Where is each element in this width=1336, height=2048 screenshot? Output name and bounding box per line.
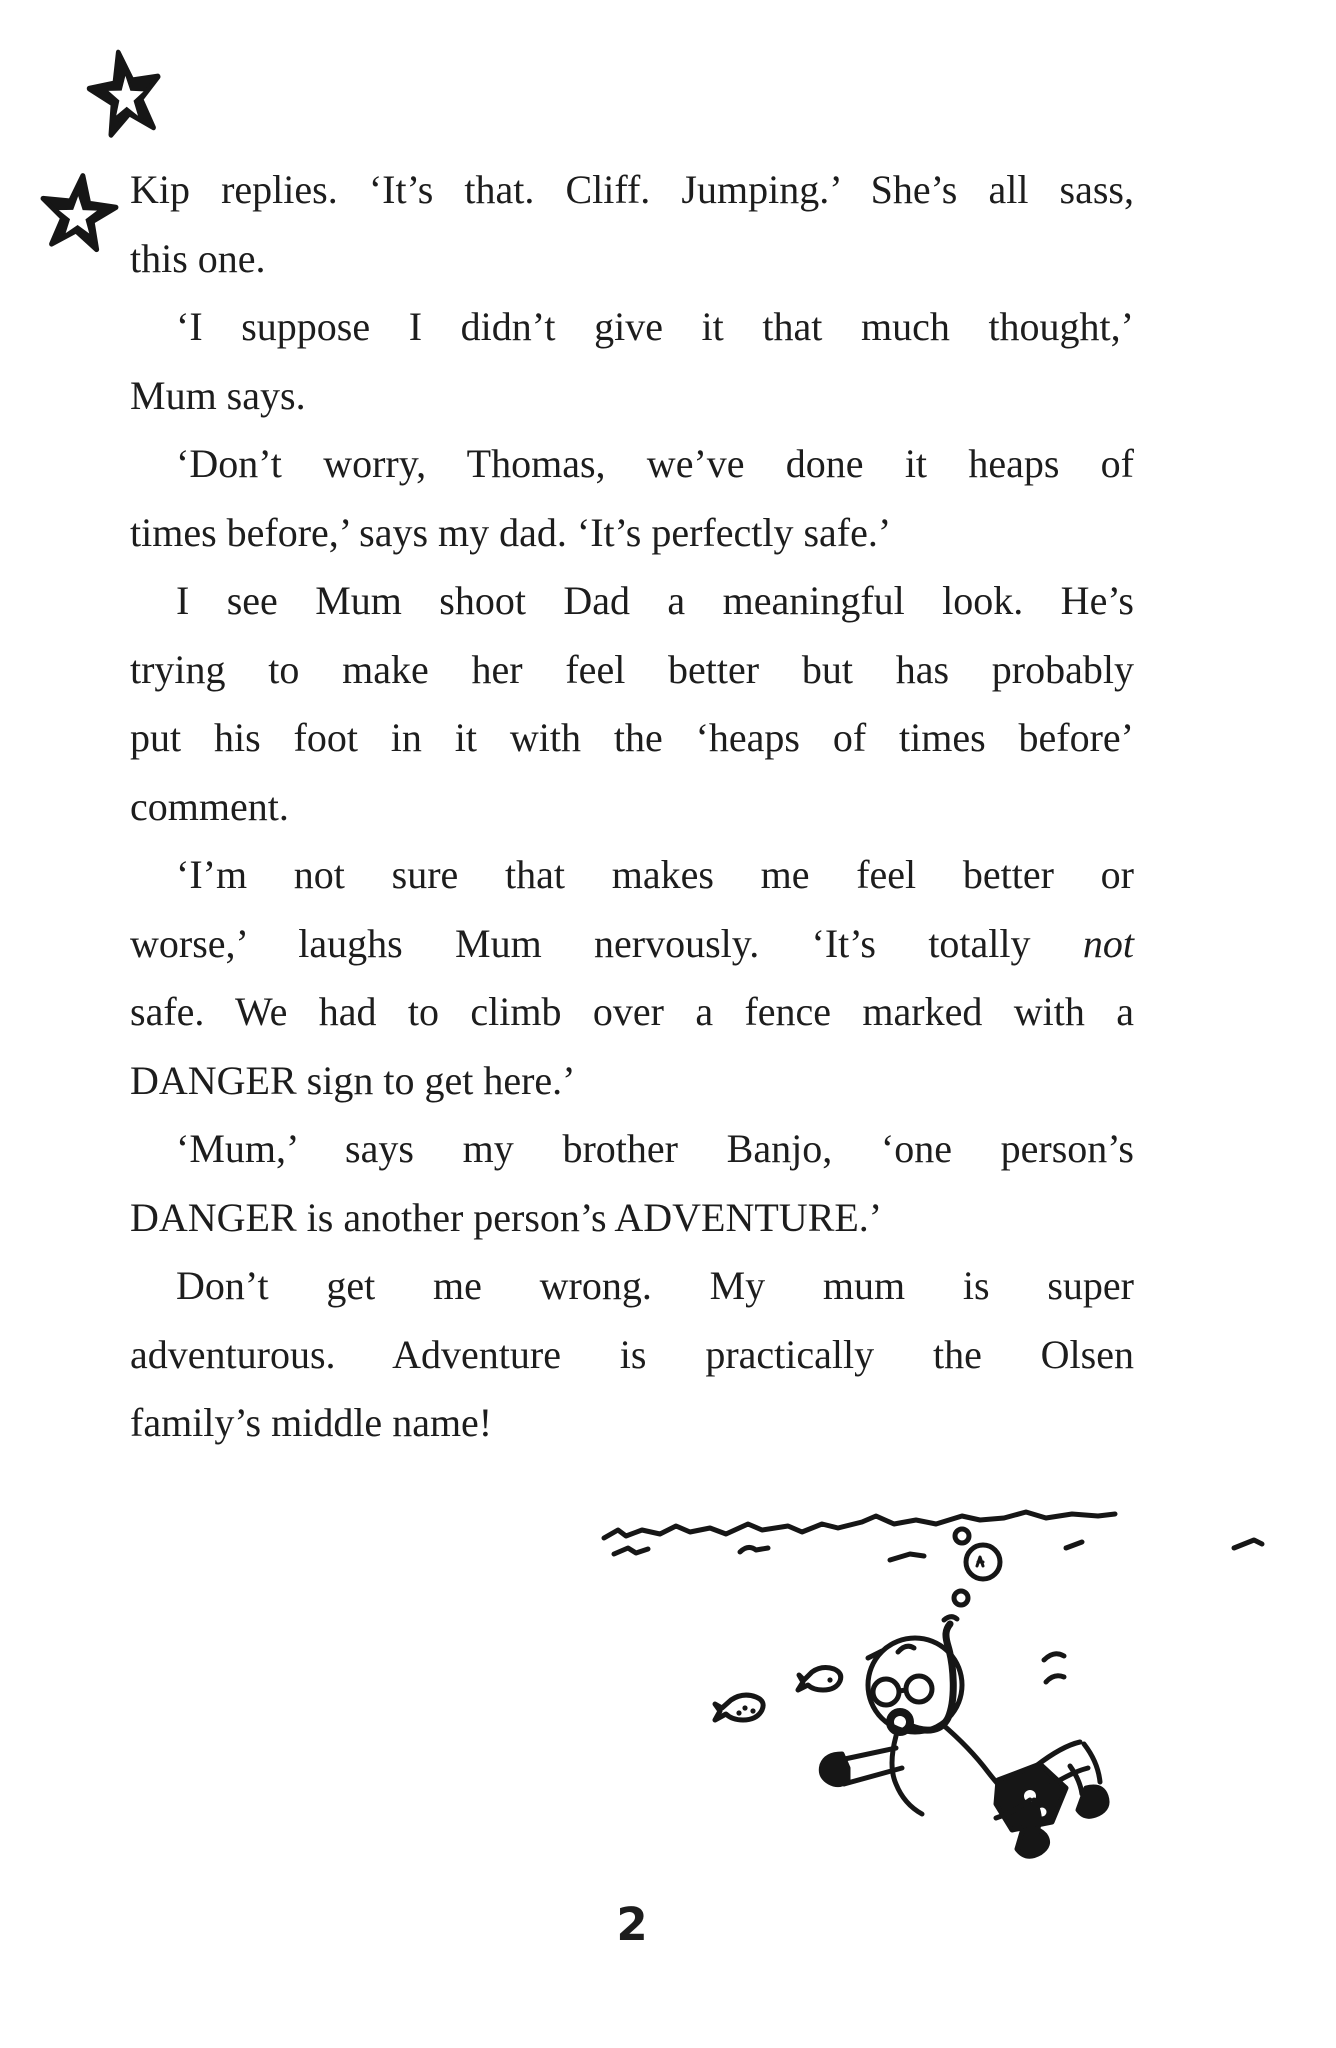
- flipper: [1078, 1787, 1107, 1816]
- text-segment: adventurous. Adventure is practically the Olsen: [130, 1331, 1134, 1377]
- story-paragraph: [130, 841, 1134, 1115]
- text-segment: Don’t get me wrong. My mum is super: [176, 1263, 1134, 1308]
- text-segment: Kip replies. ‘It’s that. Cliff. Jumping.’ She’s all sass,: [130, 167, 1134, 212]
- fish-icon: [715, 1668, 841, 1720]
- text-segment: I see Mum shoot Dad a meaningful look. He’s: [176, 578, 1134, 623]
- snorkeler-illustration: [598, 1492, 1298, 1892]
- story-line: [130, 1115, 1134, 1184]
- flipper: [1017, 1829, 1048, 1856]
- star-doodle-icon: [31, 167, 125, 263]
- hair-curl: [898, 1646, 914, 1652]
- snorkeler-figure: [821, 1617, 1107, 1856]
- story-paragraph: [130, 567, 1134, 841]
- text-segment: Mum says.: [130, 372, 306, 418]
- text-segment: put his foot in it with the ‘heaps of times before’: [130, 715, 1134, 760]
- story-paragraph: [130, 1252, 1134, 1458]
- story-line: [130, 773, 1134, 842]
- page-number: 2: [616, 1898, 648, 1951]
- text-segment: this one.: [130, 235, 266, 281]
- story-line: [130, 430, 1134, 499]
- story-paragraph: [130, 430, 1134, 567]
- water-surface-line: [604, 1512, 1262, 1560]
- text-segment: comment.: [130, 783, 289, 829]
- star-doodle-icon: [31, 167, 125, 263]
- story-line: [130, 910, 1134, 979]
- story-line: [130, 225, 1134, 294]
- story-paragraph: [130, 1115, 1134, 1252]
- text-segment: DANGER is another person’s ADVENTURE.’: [130, 1194, 883, 1240]
- text-segment: ‘Don’t worry, Thomas, we’ve done it heaps of: [176, 441, 1134, 486]
- story-line: [130, 1321, 1134, 1390]
- story-line: [130, 567, 1134, 636]
- story-line: [130, 1252, 1134, 1321]
- mouthpiece: [890, 1712, 910, 1732]
- story-text: [130, 156, 1134, 1458]
- story-line: [130, 841, 1134, 910]
- star-doodle-icon: [78, 42, 173, 150]
- bubble-icons: [954, 1529, 1000, 1605]
- text-segment: safe. We had to climb over a fence marked with a: [130, 989, 1134, 1034]
- text-segment: DANGER sign to get here.’: [130, 1057, 576, 1103]
- story-line: [130, 156, 1134, 225]
- story-paragraph: [130, 156, 1134, 293]
- text-segment: worse,’ laughs Mum nervously. ‘It’s totally: [130, 920, 1083, 966]
- story-line: [130, 1389, 1134, 1458]
- text-segment: ‘I suppose I didn’t give it that much thought,’: [176, 304, 1134, 349]
- story-line: [130, 499, 1134, 568]
- text-segment: ‘Mum,’ says my brother Banjo, ‘one person’s: [176, 1126, 1134, 1171]
- text-segment: times before,’ says my dad. ‘It’s perfectly safe.’: [130, 509, 892, 555]
- story-line: [130, 362, 1134, 431]
- star-doodle-icon: [78, 42, 173, 150]
- snorkeler-illustration: [598, 1492, 1298, 1892]
- snorkel-icon: [910, 1617, 957, 1730]
- story-line: [130, 978, 1134, 1047]
- hand: [821, 1754, 848, 1785]
- story-line: [130, 704, 1134, 773]
- text-segment: trying to make her feel better but has probably: [130, 646, 1134, 692]
- text-segment: family’s middle name!: [130, 1400, 493, 1445]
- story-line: [130, 636, 1134, 705]
- story-line: [130, 1047, 1134, 1116]
- story-line: [130, 293, 1134, 362]
- italic-text: not: [1082, 920, 1134, 966]
- story-paragraph: [130, 293, 1134, 430]
- story-line: [130, 1184, 1134, 1253]
- goggles-icon: [873, 1676, 932, 1705]
- text-segment: ‘I’m not sure that makes me feel better or: [176, 852, 1134, 897]
